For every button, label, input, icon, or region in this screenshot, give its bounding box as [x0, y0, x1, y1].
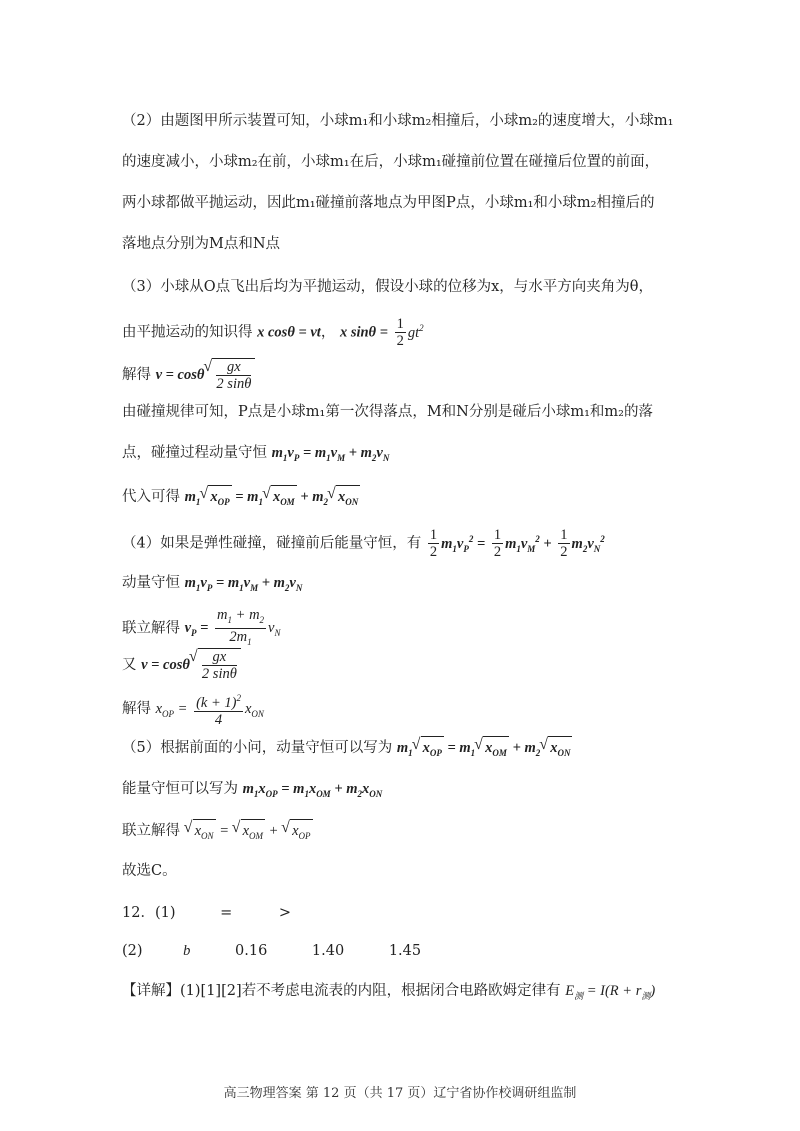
- equation: $m_1√$ $x_{OP} = m_1√$ $x_{OM} + m_2√$ $x_{ON}$: [185, 489, 361, 505]
- text-line: 落地点分别为M点和N点: [122, 236, 281, 252]
- text-line: 的速度减小，小球m₂在前，小球m₁在后，小球m₁碰撞前位置在碰撞后位置的前面，: [122, 154, 660, 170]
- formula-line: （5）根据前面的小问，动量守恒可以写为 $m_1√$ $x_{OP} = m_1√$ $x_{OM} + m_2√$ $x_{ON}$: [122, 736, 740, 764]
- equation: $m_1v_P = m_1v_M + m_2v_N$: [184, 575, 303, 593]
- formula-line: 由平抛运动的知识得 x cosθ = vt， x sinθ = $\frac{1}{2}$ $gt^2$: [122, 316, 424, 349]
- text-line: （3）小球从O点飞出后均为平抛运动，假设小球的位移为x，与水平方向夹角为θ，: [122, 279, 654, 295]
- formula-line: 代入可得 $m_1√$ $x_{OP} = m_1√$ $x_{OM} + m_2√$ $x_{ON}$: [122, 485, 740, 513]
- text-line: 两小球都做平抛运动，因此m₁碰撞前落地点为甲图P点，小球m₁和小球m₂相撞后的: [122, 195, 655, 211]
- text-line: （2）由题图甲所示装置可知，小球m₁和小球m₂相撞后，小球m₂的速度增大，小球m₁: [122, 113, 674, 129]
- formula-line: 解得 $x_{OP}$ = $\frac{(k + 1)^2}{4}$ $x_{ON}$: [122, 690, 740, 728]
- equation: $m_1v_P = m_1v_M + m_2v_N$: [271, 445, 390, 463]
- formula-line: 能量守恒可以写为 $m_1x_{OP} = m_1x_{OM} + m_2x_{ON}$: [122, 781, 383, 799]
- formula-line: 动量守恒 $m_1v_P = m_1v_M + m_2v_N$: [122, 575, 303, 593]
- sqrt: √ $\frac{gx}{2 \sin\theta}$: [212, 358, 255, 392]
- detail-line: 【详解】(1)[1][2]若不考虑电流表的内阻，根据闭合电路欧姆定律有 $E_测 = I(R + r_测)$: [122, 983, 656, 1001]
- text-line: 由碰撞规律可知，P点是小球m₁第一次得落点，M和N分别是碰后小球m₁和m₂的落: [122, 404, 653, 420]
- text-line: 故选C。: [122, 863, 177, 879]
- formula-line: （4）如果是弹性碰撞，碰撞前后能量守恒，有 $\frac{1}{2}$ $m_1v_P^2$ = $\frac{1}{2}$ $m_1v_M^2$ + $\frac{1}{2}$ $m_2v_N^2$: [122, 527, 605, 560]
- formula-line: 解得 v = cosθ √ $\frac{gx}{2 \sin\theta}$: [122, 358, 740, 392]
- formula-line: 联立解得 √ $x_{ON}$ = √ $x_{OM}$ + √ $x_{OP}$: [122, 819, 740, 847]
- question-12-answers: 12．(1) = >: [122, 905, 292, 921]
- equation: x cosθ = vt: [257, 324, 321, 341]
- equation: v = cosθ: [155, 366, 205, 383]
- formula-line: 联立解得 $v_P$ = $\frac{m_1 + m_2}{2m_1}$ $v_N$: [122, 607, 281, 647]
- formula-line: 又 v = cosθ √ $\frac{gx}{2 \sin\theta}$: [122, 648, 740, 682]
- page-footer: 高三物理答案 第 12 页（共 17 页）辽宁省协作校调研组监制: [223, 1086, 577, 1101]
- question-12-2-answers: (2) b 0.16 1.40 1.45: [122, 943, 422, 959]
- equation: x sinθ =: [339, 324, 388, 341]
- formula-line: 点，碰撞过程动量守恒 $m_1v_P = m_1v_M + m_2v_N$: [122, 445, 390, 463]
- fraction: $\frac{1}{2}$: [396, 316, 404, 349]
